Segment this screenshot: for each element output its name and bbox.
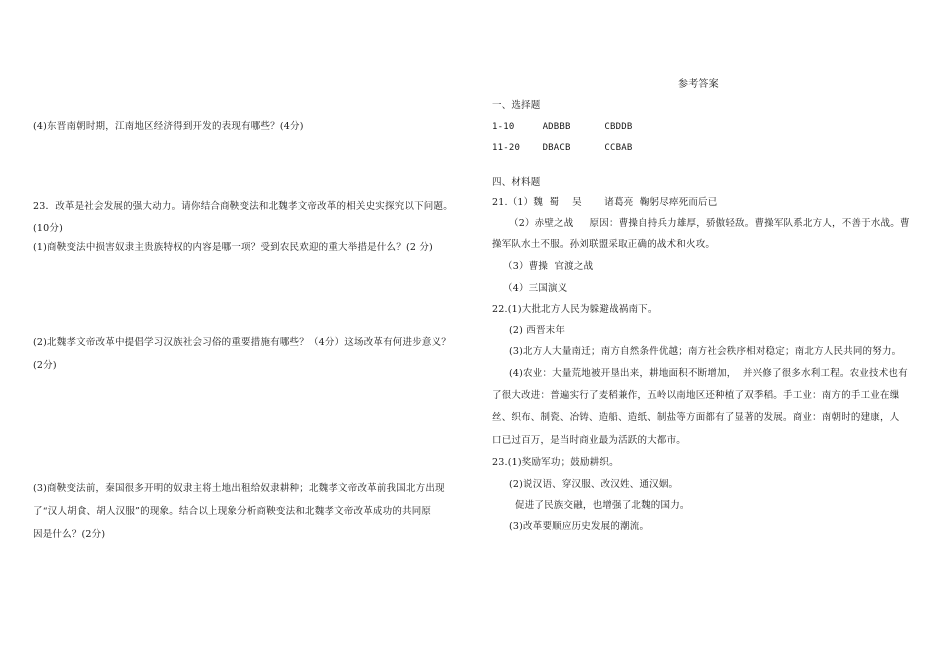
question-23-part-3-end: 因是什么？(2分) — [33, 529, 106, 540]
choice-answers-row-1: 1-10 ADBBB CBDDB — [492, 122, 633, 132]
question-23-part-2: (2)北魏孝文帝改革中提倡学习汉族社会习俗的重要措施有哪些？（4分）这场改革有何进步意义？ — [33, 337, 452, 348]
answer-22-part-1: 22.(1)大批北方人民为躲避战祸南下。 — [492, 304, 658, 315]
answer-21-part-2-cont: 操军队水土不服。孙刘联盟采取正确的战术和火攻。 — [492, 239, 716, 250]
right-column — [475, 0, 950, 671]
answer-21-part-3: （3）曹操 官渡之战 — [503, 261, 594, 272]
question-23-part-3: (3)商鞅变法前，秦国很多开明的奴隶主将土地出租给奴隶耕种；北魏孝文帝改革前我国北方出现 — [33, 483, 445, 494]
answer-21-part-4: （4）三国演义 — [503, 283, 568, 294]
answer-22-part-4-line-4: 口已过百万，是当时商业最为活跃的大都市。 — [492, 435, 687, 446]
answer-21-part-2: （2）赤壁之战 原因：曹操自持兵力雄厚，骄傲轻敌。曹操军队系北方人，不善于水战。曹 — [509, 218, 910, 229]
answer-23-part-1: 23.(1)奖励军功；鼓励耕织。 — [492, 457, 619, 468]
question-23-points: (10分) — [33, 223, 64, 234]
answer-23-part-2-significance: 促进了民族交融，也增强了北魏的国力。 — [515, 500, 690, 511]
section-material-questions: 四、材料题 — [492, 177, 541, 188]
answer-key-title: 参考答案 — [678, 79, 719, 90]
answer-22-part-4-line-3: 丝、织布、制瓷、冶铸、造船、造纸、制盐等方面都有了显著的发展。商业：南朝时的建康，人 — [492, 412, 900, 423]
answer-23-part-3: (3)改革要顺应历史发展的潮流。 — [509, 521, 650, 532]
question-23-part-1: (1)商鞅变法中损害奴隶主贵族特权的内容是哪一项？受到农民欢迎的重大举措是什么？(2 分) — [33, 242, 433, 253]
answer-22-part-4: (4)农业：大量荒地被开垦出来，耕地面积不断增加， 并兴修了很多水利工程。农业技术也有 — [509, 368, 908, 379]
section-multiple-choice: 一、选择题 — [492, 100, 541, 111]
answer-22-part-2: (2) 西晋末年 — [509, 325, 566, 336]
answer-21-part-1: 21.（1）魏 蜀 吴 诸葛亮 鞠躬尽瘁死而后已 — [492, 197, 718, 208]
choice-answers-row-2: 11-20 DBACB CCBAB — [492, 143, 633, 153]
answer-22-part-3: (3)北方人大量南迁；南方自然条件优越；南方社会秩序相对稳定；南北方人民共同的努力。 — [509, 346, 902, 357]
answer-22-part-4-line-2: 了很大改进：普遍实行了麦稻兼作，五岭以南地区还种植了双季稻。手工业：南方的手工业在缫 — [492, 390, 900, 401]
question-23-part-3-cont: 了“汉人胡食、胡人汉服”的现象。结合以上现象分析商鞅变法和北魏孝文帝改革成功的共同原 — [33, 506, 432, 517]
question-23-part-2-points: (2分) — [33, 360, 57, 371]
question-4-east-jin: (4)东晋南朝时期，江南地区经济得到开发的表现有哪些？(4分) — [33, 121, 304, 132]
question-23-intro: 23．改革是社会发展的强大动力。请你结合商鞅变法和北魏孝文帝改革的相关史实探究以下问题。 — [33, 201, 453, 212]
answer-23-part-2: (2)说汉语、穿汉服、改汉姓、通汉姻。 — [509, 479, 679, 490]
